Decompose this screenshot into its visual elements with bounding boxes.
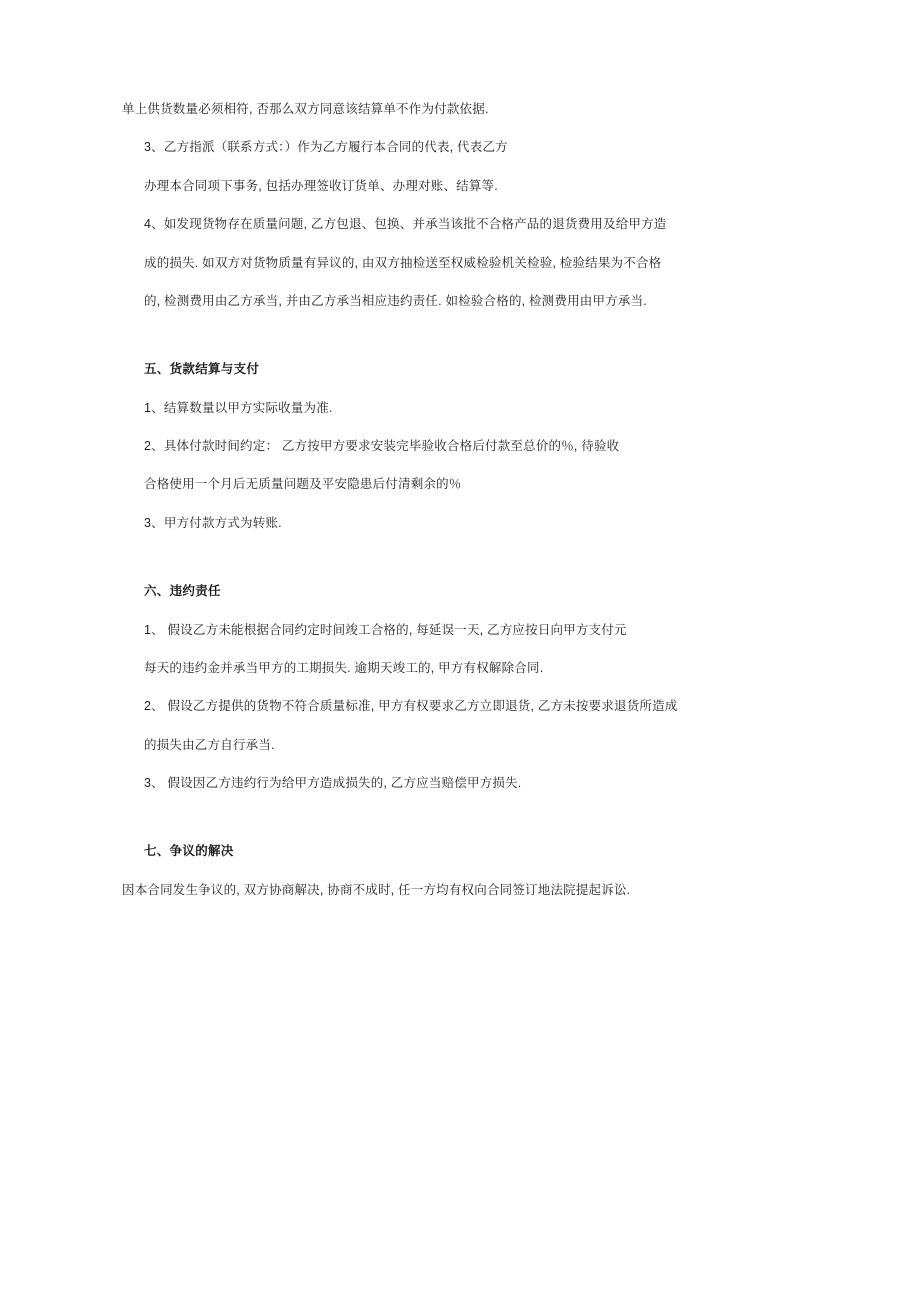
paragraph-clause-4-fee: 的, 检测费用由乙方承当, 并由乙方承当相应违约责任. 如检验合格的, 检测费用由甲方承当. (144, 293, 647, 308)
section-six-heading: 六、违约责任 (144, 584, 221, 599)
paragraph-7-1: 因本合同发生争议的, 双方协商解决, 协商不成时, 任一方均有权向合同签订地法院提起诉讼. (122, 882, 631, 897)
paragraph-clause-4-quality: 4、如发现货物存在质量问题, 乙方包退、包换、并承当该批不合格产品的退货费用及给甲方造 (144, 217, 667, 232)
paragraph-clause-3-duties: 办理本合同项下事务, 包括办理签收订货单、办理对账、结算等. (144, 178, 498, 193)
paragraph-6-2: 2、 假设乙方提供的货物不符合质量标准, 甲方有权要求乙方立即退货, 乙方未按要求退货所造成 (144, 699, 678, 714)
paragraph-6-3: 3、 假设因乙方违约行为给甲方造成损失的, 乙方应当赔偿甲方损失. (144, 776, 522, 790)
paragraph-clause-3-representative: 3、乙方指派（联系方式：）作为乙方履行本合同的代表, 代表乙方 (144, 140, 508, 155)
paragraph-delivery-match: 单上供货数量必须相符, 否那么双方同意该结算单不作为付款依据. (122, 102, 489, 116)
section-spacer-3 (122, 812, 798, 842)
section-six (122, 582, 798, 793)
section-continued-clauses (122, 100, 798, 311)
paragraph-5-1: 1、结算数量以甲方实际收量为准. (144, 400, 333, 415)
paragraph-clause-4-loss: 成的损失. 如双方对货物质量有异议的, 由双方抽检送至权威检验机关检验, 检验结果为不合格 (144, 255, 662, 270)
document-body (122, 100, 798, 900)
paragraph-5-2-continued: 合格使用一个月后无质量问题及平安隐患后付清剩余的％ (144, 477, 462, 492)
paragraph-6-1: 1、 假设乙方未能根据合同约定时间竣工合格的, 每延误一天, 乙方应按日向甲方支付元 (144, 622, 627, 637)
paragraph-6-2-continued: 的损失由乙方自行承当. (144, 737, 275, 752)
section-five-heading: 五、货款结算与支付 (144, 362, 260, 377)
paragraph-6-1-continued: 每天的违约金并承当甲方的工期损失. 逾期天竣工的, 甲方有权解除合同. (144, 660, 544, 675)
section-spacer-2 (122, 552, 798, 582)
section-five (122, 360, 798, 533)
section-seven (122, 842, 798, 900)
section-seven-heading: 七、争议的解决 (144, 844, 234, 859)
paragraph-5-3: 3、甲方付款方式为转账. (144, 515, 282, 530)
paragraph-5-2: 2、具体付款时间约定： 乙方按甲方要求安装完毕验收合格后付款至总价的％, 待验收 (144, 439, 620, 453)
section-spacer-1 (122, 330, 798, 360)
